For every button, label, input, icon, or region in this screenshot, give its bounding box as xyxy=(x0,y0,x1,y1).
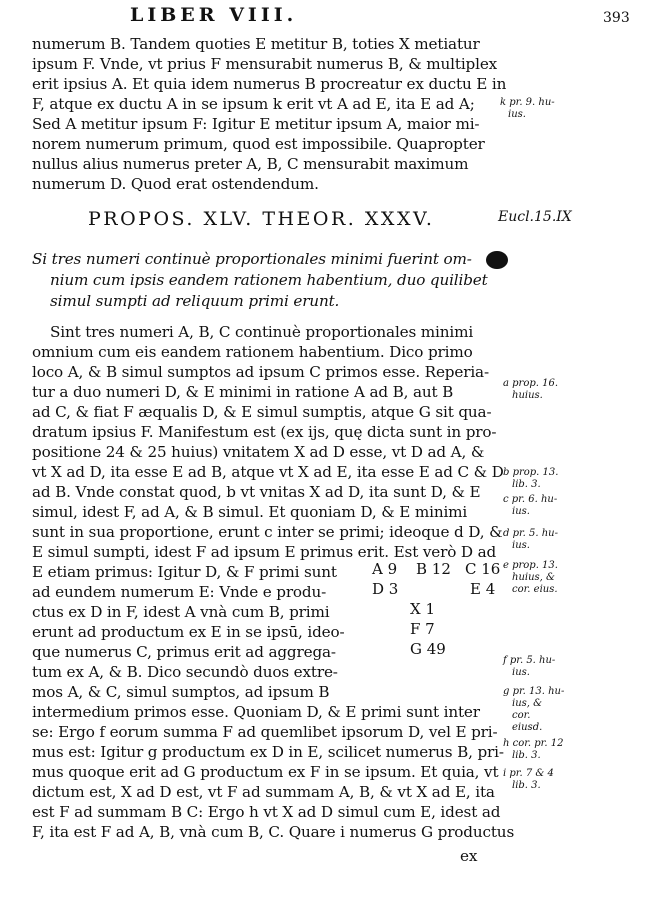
page-number: 393 xyxy=(603,10,630,26)
text-line: numerum B. Tandem quoties E metitur B, toties X metiatur xyxy=(32,35,480,53)
text-line: ipsum F. Vnde, vt prius F mensurabit numerus B, & multiplex xyxy=(32,55,498,73)
margin-note-f: f pr. 5. hu- xyxy=(503,655,556,666)
margin-note-h: lib. 3. xyxy=(512,750,541,761)
text-line: erunt ad productum ex E in se ipsū, ideo- xyxy=(32,623,345,641)
text-line: ad B. Vnde constat quod, b vt vnitas X ad D, ita sunt D, & E xyxy=(32,483,481,501)
margin-note-e: huius, & xyxy=(512,572,555,583)
text-line: nullus alius numerus preter A, B, C mensurabit maximum xyxy=(32,155,469,173)
text-line: que numerus C, primus erit ad aggrega- xyxy=(32,643,336,661)
margin-note-a: huius. xyxy=(512,390,543,401)
margin-note-b: b prop. 13. xyxy=(503,467,559,478)
diagram-label-a: A 9 xyxy=(372,560,398,578)
text-line: E simul sumpti, idest F ad ipsum E primus erit. Est verò D ad xyxy=(32,543,497,561)
margin-note-g: cor. xyxy=(512,710,531,721)
margin-note-b: lib. 3. xyxy=(512,479,541,490)
margin-note-k: ius. xyxy=(508,109,526,120)
text-line: positione 24 & 25 huius) vnitatem X ad D esse, vt D ad A, & xyxy=(32,443,485,461)
proposition-heading: PROPOS. XLV. THEOR. XXXV. xyxy=(88,208,435,230)
diagram-label-f: F 7 xyxy=(410,620,435,638)
text-line: tur a duo numeri D, & E minimi in ratione A ad B, aut B xyxy=(32,383,454,401)
text-line: mos A, & C, simul sumptos, ad ipsum B xyxy=(32,683,330,701)
diagram-label-d: D 3 xyxy=(372,580,399,598)
text-line: ad eundem numerum E: Vnde e produ- xyxy=(32,583,327,601)
margin-note-k: k pr. 9. hu- xyxy=(500,97,555,108)
margin-note-c: c pr. 6. hu- xyxy=(503,494,558,505)
text-line: dratum ipsius F. Manifestum est (ex ijs, quę dicta sunt in pro- xyxy=(32,423,497,441)
text-line: tum ex A, & B. Dico secundò duos extre- xyxy=(32,663,338,681)
margin-note-g: ius, & xyxy=(512,698,543,709)
margin-note-f: ius. xyxy=(512,667,530,678)
text-line: Sed A metitur ipsum F: Igitur E metitur ipsum A, maior mi- xyxy=(32,115,480,133)
text-line: Sint tres numeri A, B, C continuè proportionales minimi xyxy=(50,323,474,341)
text-line: simul, idest F, ad A, & B simul. Et quoniam D, & E minimi xyxy=(32,503,468,521)
catchword: ex xyxy=(460,847,478,865)
margin-note-e: e prop. 13. xyxy=(503,560,558,571)
diagram-label-c: C 16 xyxy=(465,560,501,578)
text-line: mus quoque erit ad G productum ex F in se ipsum. Et quia, vt xyxy=(32,763,499,781)
text-line: numerum D. Quod erat ostendendum. xyxy=(32,175,319,193)
text-line: intermedium primos esse. Quoniam D, & E primi sunt inter xyxy=(32,703,480,721)
diagram-label-b: B 12 xyxy=(416,560,451,578)
text-line: E etiam primus: Igitur D, & F primi sunt xyxy=(32,563,337,581)
text-line: simul sumpti ad reliquum primi erunt. xyxy=(50,292,340,310)
diagram-label-g: G 49 xyxy=(410,640,446,658)
margin-note-a: a prop. 16. xyxy=(503,378,559,389)
margin-note-e: cor. eius. xyxy=(512,584,558,595)
text-line: dictum est, X ad D est, vt F ad summam A, B, & vt X ad E, ita xyxy=(32,783,495,801)
text-line: se: Ergo f eorum summa F ad quemlibet ipsorum D, vel E pri- xyxy=(32,723,498,741)
text-line: vt X ad D, ita esse E ad B, atque vt X ad E, ita esse E ad C & D xyxy=(32,463,504,481)
margin-note-g: g pr. 13. hu- xyxy=(503,686,565,697)
text-line: omnium cum eis eandem rationem habentium. Dico primo xyxy=(32,343,473,361)
diagram-label-x: X 1 xyxy=(410,600,435,618)
text-line: F, ita est F ad A, B, vnà cum B, C. Quare i numerus G productus xyxy=(32,823,515,841)
text-line: est F ad summam B C: Ergo h vt X ad D simul cum E, idest ad xyxy=(32,803,501,821)
text-line: erit ipsius A. Et quia idem numerus B procreatur ex ductu E in xyxy=(32,75,507,93)
margin-note-d: d pr. 5. hu- xyxy=(503,528,558,539)
text-line: nium cum ipsis eandem rationem habentium, duo quilibet xyxy=(50,271,488,289)
margin-note-i: lib. 3. xyxy=(512,780,541,791)
running-title: LIBER VIII. xyxy=(130,4,298,26)
margin-note-h: h cor. pr. 12 xyxy=(503,738,564,749)
text-line: ad C, & fiat F æqualis D, & E simul sumptis, atque G sit qua- xyxy=(32,403,492,421)
margin-note-g: eiusd. xyxy=(512,722,543,733)
text-line: norem numerum primum, quod est impossibile. Quapropter xyxy=(32,135,485,153)
text-line: sunt in sua proportione, erunt c inter se primi; ideoque d D, & xyxy=(32,523,503,541)
text-line: loco A, & B simul sumptos ad ipsum C primos esse. Reperia- xyxy=(32,363,489,381)
text-line: Si tres numeri continuè proportionales minimi fuerint om- xyxy=(32,250,472,268)
euclid-reference: Eucl.15.IX xyxy=(498,209,572,225)
margin-note-i: i pr. 7 & 4 xyxy=(503,768,554,779)
ink-blot xyxy=(486,251,508,269)
text-line: ctus ex D in F, idest A vnà cum B, primi xyxy=(32,603,330,621)
diagram-label-e: E 4 xyxy=(470,580,496,598)
margin-note-c: ius. xyxy=(512,506,530,517)
text-line: mus est: Igitur g productum ex D in E, scilicet numerus B, pri- xyxy=(32,743,504,761)
margin-note-d: ius. xyxy=(512,540,530,551)
text-line: F, atque ex ductu A in se ipsum k erit vt A ad E, ita E ad A; xyxy=(32,95,475,113)
